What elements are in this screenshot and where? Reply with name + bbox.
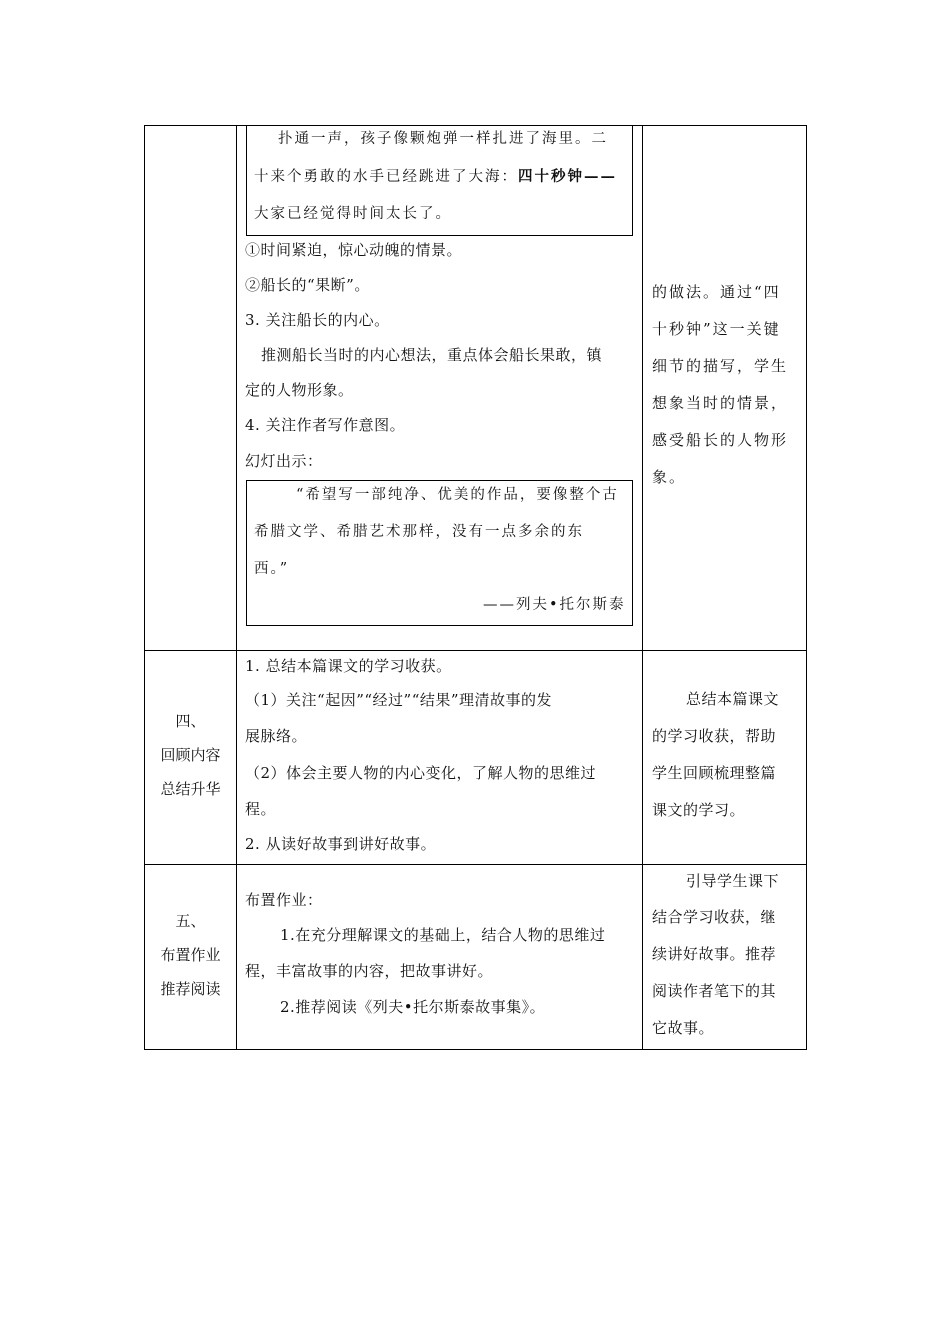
intent3-line-5: 感受船长的人物形: [652, 431, 789, 449]
intent3-line-1: 的做法。通过“四: [652, 283, 781, 301]
intent3-line-6: 象。: [652, 468, 687, 486]
passage-line-2: [254, 166, 617, 188]
stage4-title-2: 总结升华: [160, 780, 221, 798]
content4-line-2: （1）关注“起因”“经过”“结果”理清故事的发: [245, 691, 553, 709]
intent4-line-3: 学生回顾梳理整篇: [652, 764, 777, 782]
intent4-line-4: 课文的学习。: [652, 801, 746, 819]
intent5-line-1: 引导学生课下: [686, 872, 780, 890]
quote-line-3: 西。”: [254, 561, 290, 577]
content4-line-1: 1. 总结本篇课文的学习收获。: [245, 657, 452, 675]
section5-stage: [145, 904, 236, 1006]
intent3-line-2: 十秒钟”这一关键: [652, 320, 781, 338]
stage5-title-2: 推荐阅读: [160, 980, 221, 998]
passage-line-2-text: 十来个勇敢的水手已经跳进了大海：: [254, 169, 518, 185]
content5-line-3: 程，丰富故事的内容，把故事讲好。: [245, 962, 494, 980]
quote-line-2: 希腊文学、希腊艺术那样，没有一点多余的东: [254, 524, 584, 540]
infer-line-1: 推测船长当时的内心想法，重点体会船长果敢，镇: [261, 346, 603, 364]
content4-line-5: 程。: [245, 800, 277, 818]
intent3-line-4: 想象当时的情景，: [652, 394, 789, 412]
content5-line-1: 布置作业：: [245, 891, 323, 909]
passage-emphasis: 四十秒钟——: [518, 168, 617, 185]
slide-label: 幻灯出示：: [245, 452, 323, 470]
passage-line-3: 大家已经觉得时间太长了。: [254, 206, 452, 222]
stage4-title-1: 回顾内容: [160, 746, 221, 764]
stage5-title-1: 布置作业: [160, 946, 221, 964]
quote-line-1: “希望写一部纯净、优美的作品，要像整个古: [296, 487, 619, 503]
intent5-line-3: 续讲好故事。推荐: [652, 945, 777, 963]
content4-line-4: （2）体会主要人物的内心变化，了解人物的思维过: [245, 764, 597, 782]
item-captain-decisive: ②船长的“果断”。: [245, 276, 370, 294]
intent4-line-1: 总结本篇课文: [686, 690, 780, 708]
quote-author: ——列夫•托尔斯泰: [483, 597, 626, 613]
intent4-line-2: 的学习收获，帮助: [652, 727, 777, 745]
intent5-line-2: 结合学习收获，继: [652, 908, 777, 926]
section4-stage: [145, 704, 236, 806]
item-urgent-scene: ①时间紧迫，惊心动魄的情景。: [245, 241, 463, 259]
infer-line-2: 定的人物形象。: [245, 381, 354, 399]
intent3-line-3: 细节的描写，学生: [652, 357, 789, 375]
item-author-intent: 4. 关注作者写作意图。: [245, 416, 406, 434]
passage-line-1: 扑通一声，孩子像颗炮弹一样扎进了海里。二: [278, 131, 608, 147]
content5-line-4: 2.推荐阅读《列夫•托尔斯泰故事集》。: [280, 998, 546, 1016]
intent5-line-4: 阅读作者笔下的其: [652, 982, 777, 1000]
stage5-number: 五、: [175, 912, 206, 930]
content4-line-6: 2. 从读好故事到讲好故事。: [245, 835, 437, 853]
item-captain-heart: 3. 关注船长的内心。: [245, 311, 390, 329]
content5-line-2: 1.在充分理解课文的基础上，结合人物的思维过: [280, 926, 606, 944]
content4-line-3: 展脉络。: [245, 727, 308, 745]
stage4-number: 四、: [175, 712, 206, 730]
intent5-line-5: 它故事。: [652, 1019, 715, 1037]
